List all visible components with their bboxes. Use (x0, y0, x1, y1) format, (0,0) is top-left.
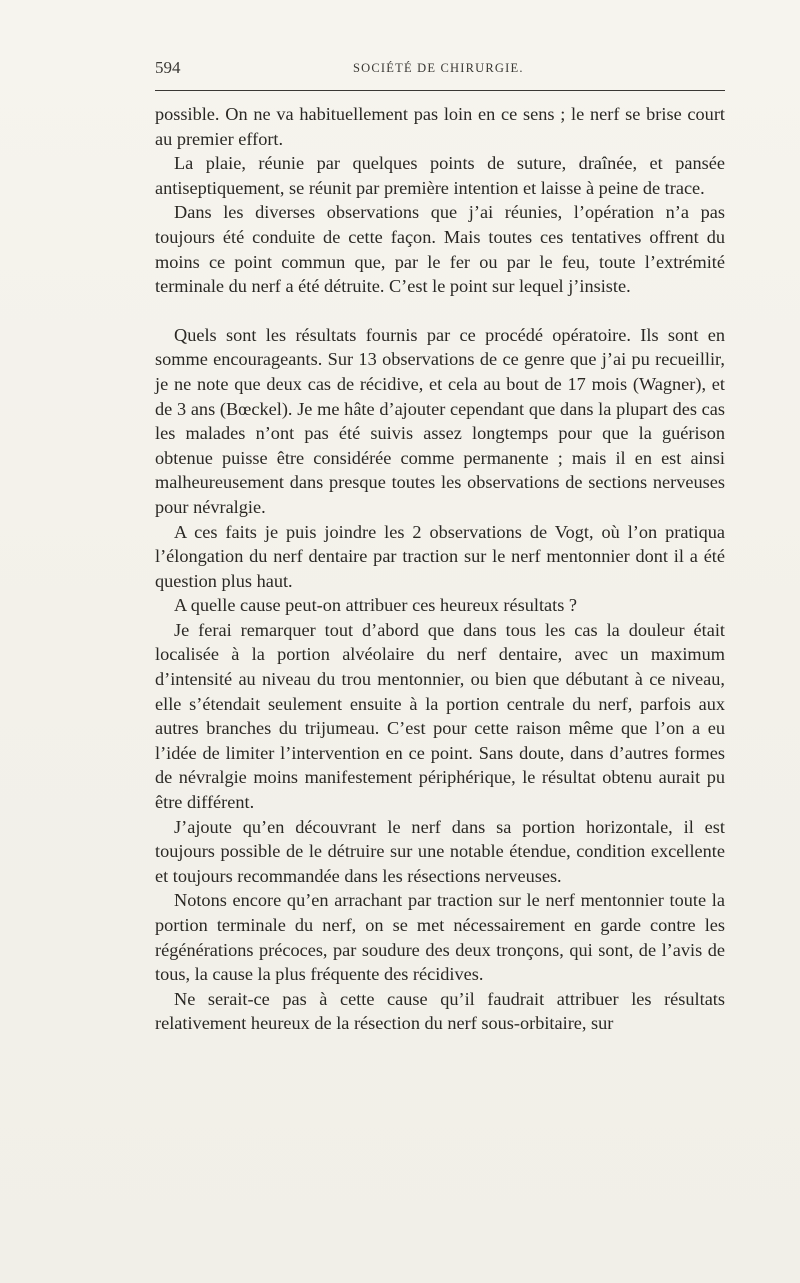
header-rule (155, 90, 725, 91)
paragraph: A quelle cause peut-on attribuer ces heureux résultats ? (174, 595, 578, 616)
page-number: 594 (155, 58, 181, 77)
paragraph: A ces faits je puis joindre les 2 observations de Vogt, où l’on pratiqua l’élongation du nerf dentaire par traction sur le nerf mentonnier dont il a été question plus haut. (155, 521, 725, 591)
paragraph: Notons encore qu’en arrachant par traction sur le nerf mentonnier toute la portion terminale du nerf, on se met nécessairement en garde contre les régénérations précoces, par soudure des deux tronçons, qui sont, de l’avis de tous, la cause la plus fréquente des récidives. (155, 890, 725, 985)
paragraph: Ne serait-ce pas à cette cause qu’il faudrait attribuer les résultats relativement heureux de la résection du nerf sous-orbitaire, sur (155, 988, 725, 1034)
running-head (155, 58, 725, 82)
paragraph: La plaie, réunie par quelques points de suture, draînée, et pansée antiseptiquement, se réunit par première intention et laisse à peine de trace. (155, 153, 725, 198)
paragraph: Dans les diverses observations que j’ai réunies, l’opération n’a pas toujours été conduite de cette façon. Mais toutes ces tentatives offrent du moins ce point commun que, par le fer ou par le feu, toute l’extrémité terminale du nerf a été détruite. C’est le point sur lequel j’insiste. (155, 202, 725, 297)
paragraph: Quels sont les résultats fournis par ce procédé opératoire. Ils sont en somme encourageants. Sur 13 observations de ce genre que j’ai pu recueillir, je ne note que deux cas de récidive, et cela au bout de 17 mois (Wagner), et de 3 ans (Bœckel). Je me hâte d’ajouter cependant que dans la plupart des cas les malades n’ont pas été suivis assez longtemps pour que la guérison obtenue puisse être considérée comme permanente ; mais il en est ainsi malheureusement dans presque toutes les observations de sections nerveuses pour névralgie. (155, 324, 725, 517)
paragraph: possible. On ne va habituellement pas loin en ce sens ; le nerf se brise court au premier effort. (155, 104, 725, 149)
body-text (155, 102, 725, 1036)
running-title: SOCIÉTÉ DE CHIRURGIE. (353, 61, 524, 75)
paragraph: J’ajoute qu’en découvrant le nerf dans sa portion horizontale, il est toujours possible de le détruire sur une notable étendue, condition excellente et toujours recommandée dans les résections nerveuses. (155, 816, 725, 886)
paragraph: Je ferai remarquer tout d’abord que dans tous les cas la douleur était localisée à la portion alvéolaire du nerf dentaire, avec un maximum d’intensité au niveau du trou mentonnier, ou bien que débutant à ce niveau, elle s’étendait seulement ensuite à la portion centrale du nerf, parfois aux autres branches du trijumeau. C’est pour cette raison même que l’on a eu l’idée de limiter l’intervention en ce point. Sans doute, dans d’autres formes de névralgie moins manifestement périphérique, le résultat obtenu aurait pu être différent. (155, 619, 725, 813)
